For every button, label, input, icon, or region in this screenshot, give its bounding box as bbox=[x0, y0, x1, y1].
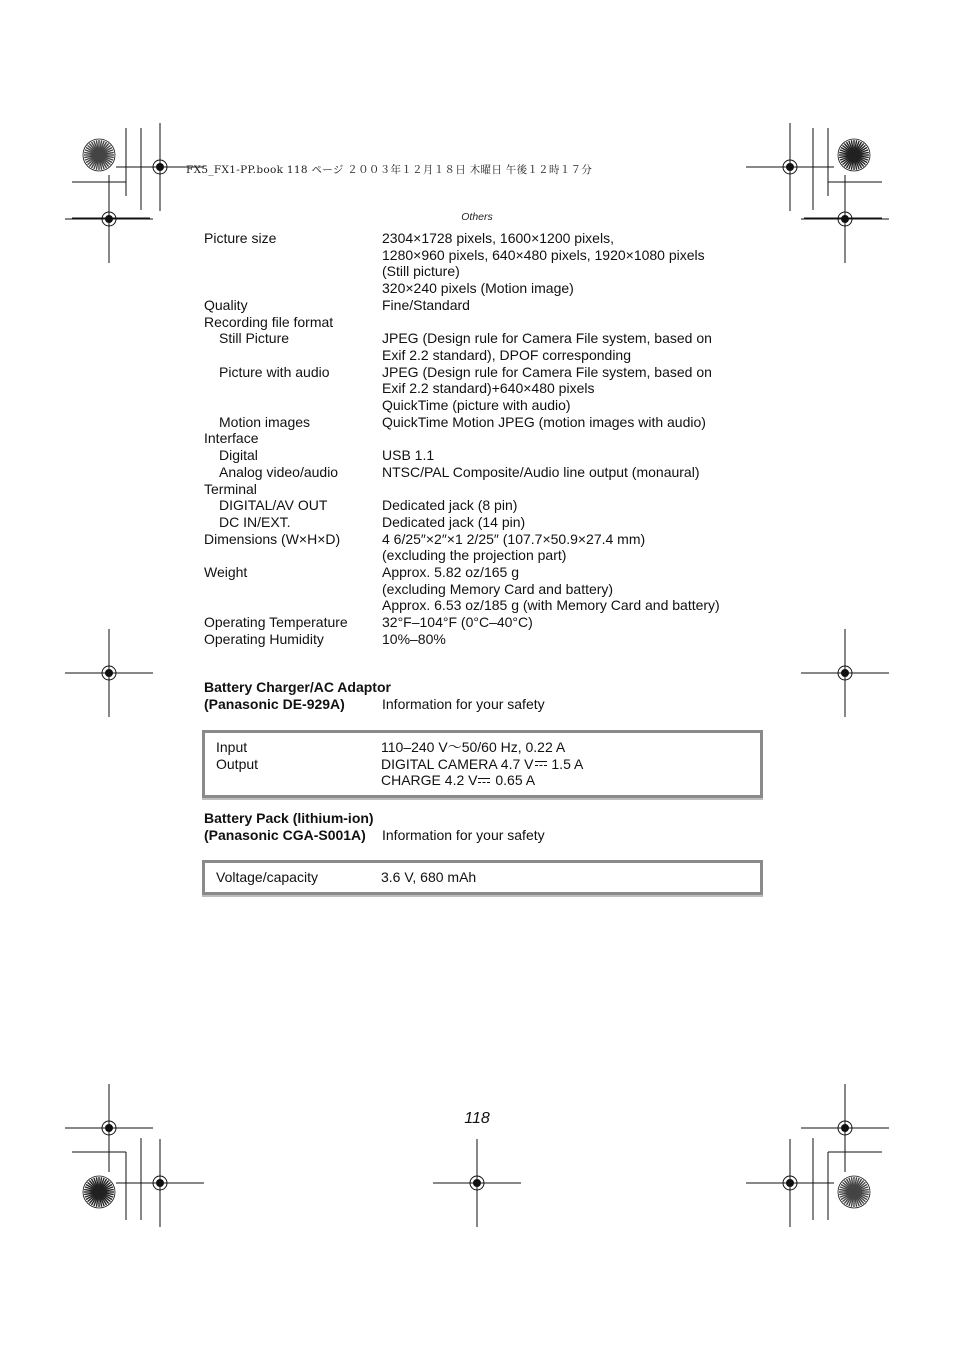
spec-value-line: USB 1.1 bbox=[382, 447, 435, 464]
spec-value-line: (Still picture) bbox=[382, 263, 460, 280]
spec-row bbox=[204, 230, 764, 297]
spec-value-line: Dedicated jack (8 pin) bbox=[382, 497, 518, 514]
spec-value-line: 320×240 pixels (Motion image) bbox=[382, 280, 574, 297]
charger-output-camera: DIGITAL CAMERA 4.7 V 1.5 A bbox=[381, 755, 584, 772]
print-header: FX5_FX1-PP.book 118 ページ ２００３年１２月１８日 木曜日 午後１２時１７分 bbox=[186, 164, 593, 176]
spec-row bbox=[204, 481, 764, 498]
charger-note: Information for your safety bbox=[382, 696, 545, 712]
spec-label: Still Picture bbox=[219, 330, 290, 347]
charger-spec-box bbox=[202, 730, 763, 798]
spec-value-line: 1280×960 pixels, 640×480 pixels, 1920×1080 pixels bbox=[382, 246, 705, 263]
spec-label: DIGITAL/AV OUT bbox=[219, 497, 328, 514]
section-label: Others bbox=[461, 211, 493, 223]
spec-label: Quality bbox=[204, 296, 248, 313]
spec-row bbox=[204, 330, 764, 363]
spec-row bbox=[204, 531, 764, 564]
spec-value bbox=[382, 364, 764, 414]
battery-note: Information for your safety bbox=[382, 827, 545, 843]
spec-label: Operating Temperature bbox=[204, 614, 348, 631]
charger-input-label: Input bbox=[216, 739, 248, 755]
spec-value-line: QuickTime (picture with audio) bbox=[382, 397, 571, 414]
spec-value bbox=[382, 297, 764, 314]
spec-label: Motion images bbox=[219, 413, 311, 430]
spec-label: DC IN/EXT. bbox=[219, 513, 291, 530]
spec-label: Terminal bbox=[204, 480, 257, 497]
spec-value-line: Exif 2.2 standard), DPOF corresponding bbox=[382, 346, 632, 363]
crosshair-mark-icon bbox=[801, 629, 889, 717]
spec-row bbox=[204, 297, 764, 314]
spec-value-line: NTSC/PAL Composite/Audio line output (monaural) bbox=[382, 463, 700, 480]
spec-value-line: Fine/Standard bbox=[382, 296, 470, 313]
spec-value-line: Dedicated jack (14 pin) bbox=[382, 513, 526, 530]
spec-value bbox=[382, 514, 764, 531]
spec-value bbox=[382, 464, 764, 481]
spec-row bbox=[204, 514, 764, 531]
specifications-table bbox=[204, 230, 764, 648]
spec-value-line: (excluding Memory Card and battery) bbox=[382, 580, 614, 597]
spec-row bbox=[204, 430, 764, 447]
charger-title: Battery Charger/AC Adaptor bbox=[204, 679, 391, 695]
spec-row bbox=[204, 614, 764, 631]
spec-value bbox=[382, 430, 764, 447]
battery-capacity-label: Voltage/capacity bbox=[216, 869, 318, 885]
crosshair-mark-icon bbox=[746, 123, 834, 211]
spec-row bbox=[204, 314, 764, 331]
battery-spec-box bbox=[202, 860, 763, 895]
battery-heading bbox=[204, 810, 545, 844]
spec-row bbox=[204, 414, 764, 431]
spec-label: Recording file format bbox=[204, 313, 334, 330]
page-number: 118 bbox=[464, 1110, 490, 1127]
spec-row bbox=[204, 464, 764, 481]
spec-value bbox=[382, 230, 764, 297]
spec-value bbox=[382, 497, 764, 514]
spec-value-line: Approx. 5.82 oz/165 g bbox=[382, 564, 519, 581]
spec-row bbox=[204, 631, 764, 648]
spec-label: Weight bbox=[204, 564, 248, 581]
spec-label: Analog video/audio bbox=[219, 463, 339, 480]
crosshair-mark-icon bbox=[801, 1084, 889, 1172]
spec-value bbox=[382, 414, 764, 431]
dc-symbol-icon bbox=[478, 778, 490, 785]
charger-output-label: Output bbox=[216, 755, 259, 772]
spec-label: Digital bbox=[219, 447, 258, 464]
spec-value-line: 2304×1728 pixels, 1600×1200 pixels, bbox=[382, 230, 614, 246]
battery-title: Battery Pack (lithium-ion) bbox=[204, 810, 374, 826]
spec-label: Picture with audio bbox=[219, 363, 330, 380]
charger-input-value: 110–240 V～50/60 Hz, 0.22 A bbox=[381, 739, 566, 755]
spec-value bbox=[382, 531, 764, 564]
spec-value-line: 10%–80% bbox=[382, 630, 446, 647]
charger-model: (Panasonic DE-929A) bbox=[204, 696, 345, 712]
spec-label: Picture size bbox=[204, 230, 277, 246]
spec-label: Operating Humidity bbox=[204, 630, 324, 647]
spec-label: Interface bbox=[204, 430, 259, 447]
spec-value-line: JPEG (Design rule for Camera File system, based on bbox=[382, 363, 712, 380]
spec-value bbox=[382, 481, 764, 498]
starburst-mark-icon bbox=[838, 139, 870, 171]
spec-value bbox=[382, 631, 764, 648]
spec-value-line: 4 6/25″×2″×1 2/25″ (107.7×50.9×27.4 mm) bbox=[382, 530, 646, 547]
spec-value bbox=[382, 564, 764, 614]
spec-value-line: Approx. 6.53 oz/185 g (with Memory Card and battery) bbox=[382, 597, 720, 614]
dc-symbol-icon bbox=[535, 761, 547, 768]
spec-row bbox=[204, 364, 764, 414]
crosshair-mark-icon bbox=[65, 1084, 153, 1172]
crosshair-mark-icon bbox=[65, 629, 153, 717]
starburst-mark-icon bbox=[838, 1176, 870, 1208]
battery-capacity-value: 3.6 V, 680 mAh bbox=[381, 869, 477, 885]
spec-value bbox=[382, 314, 764, 331]
spec-row bbox=[204, 447, 764, 464]
charger-heading bbox=[204, 679, 545, 713]
spec-value-line: Exif 2.2 standard)+640×480 pixels bbox=[382, 380, 595, 397]
spec-label: Dimensions (W×H×D) bbox=[204, 530, 341, 547]
starburst-mark-icon bbox=[83, 139, 115, 171]
spec-value bbox=[382, 330, 764, 363]
starburst-mark-icon bbox=[83, 1176, 115, 1208]
crosshair-mark-icon bbox=[746, 1139, 834, 1227]
crosshair-mark-icon bbox=[116, 1139, 204, 1227]
spec-value-line: 32°F–104°F (0°C–40°C) bbox=[382, 614, 533, 631]
spec-value-line: JPEG (Design rule for Camera File system, based on bbox=[382, 330, 712, 347]
spec-row bbox=[204, 564, 764, 614]
spec-row bbox=[204, 497, 764, 514]
charger-output-charge: CHARGE 4.2 V 0.65 A bbox=[381, 772, 536, 788]
spec-value bbox=[382, 614, 764, 631]
battery-model: (Panasonic CGA-S001A) bbox=[204, 827, 366, 843]
spec-value-line: QuickTime Motion JPEG (motion images with audio) bbox=[382, 413, 706, 430]
spec-value bbox=[382, 447, 764, 464]
crosshair-mark-icon bbox=[433, 1139, 521, 1227]
spec-value-line: (excluding the projection part) bbox=[382, 547, 567, 564]
